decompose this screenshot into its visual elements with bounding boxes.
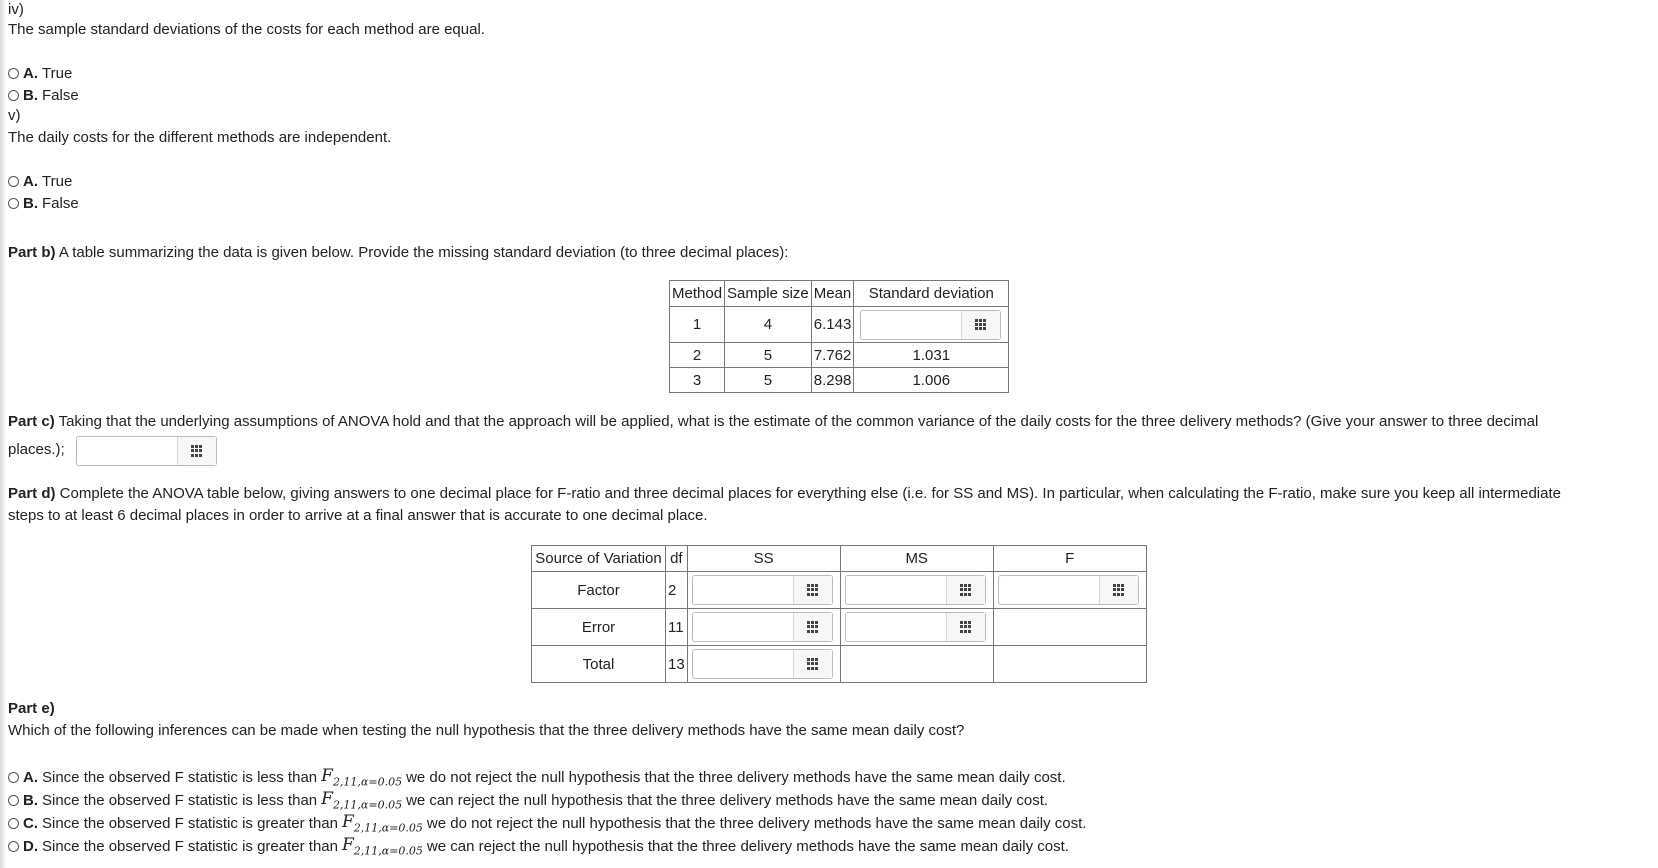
f-critical-value: $F_{2,11,\alpha=0.05}$ [341, 834, 423, 858]
f-critical-value: $F_{2,11,\alpha=0.05}$ [321, 765, 403, 789]
cell-sample-size: 4 [725, 307, 812, 343]
cell-sample-size: 5 [725, 343, 812, 368]
table-row [532, 646, 1147, 683]
table-row [532, 572, 1147, 609]
q4-option-b[interactable] [8, 84, 79, 106]
keypad-button[interactable] [961, 311, 1000, 339]
table-row [670, 343, 1009, 368]
keypad-grid-icon [960, 584, 972, 596]
common-variance-input[interactable] [77, 438, 177, 464]
keypad-grid-icon [960, 621, 972, 633]
keypad-button[interactable] [793, 613, 832, 641]
cell-source: Total [532, 646, 666, 683]
part-b-label: Part b) [8, 244, 56, 261]
option-text-before: Since the observed F statistic is greater than [42, 814, 338, 832]
option-letter: B. [23, 86, 38, 104]
cell-sample-size: 5 [725, 368, 812, 393]
option-text-before: Since the observed F statistic is greater than [42, 837, 338, 855]
keypad-grid-icon [807, 621, 819, 633]
header-ms: MS [840, 546, 993, 572]
header-standard-deviation: Standard deviation [854, 281, 1009, 307]
option-text-after: we can reject the null hypothesis that the three delivery methods have the same mean daily cost. [426, 837, 1069, 855]
ms-error-input[interactable] [846, 614, 946, 640]
common-variance-field[interactable] [76, 436, 217, 466]
cell-method: 2 [670, 343, 725, 368]
keypad-button[interactable] [946, 613, 985, 641]
q5-statement: The daily costs for the different methods are independent. [8, 129, 392, 146]
cell-mean: 8.298 [811, 368, 854, 393]
ss-factor-field[interactable] [692, 575, 833, 605]
header-f: F [993, 546, 1146, 572]
keypad-button[interactable] [946, 576, 985, 604]
summary-table [669, 280, 1009, 393]
left-edge-shadow [0, 0, 6, 868]
option-letter: D. [23, 837, 38, 855]
ss-total-field[interactable] [692, 649, 833, 679]
part-c-prompt [8, 412, 1538, 432]
header-ss: SS [687, 546, 840, 572]
cell-method: 3 [670, 368, 725, 393]
option-text: False [42, 86, 79, 104]
part-d-text: Complete the ANOVA table below, giving answers to one decimal place for F-ratio and three decimal places for everything else (i.e. for SS and MS). In particular, when calculating the F-ratio, make sure you keep all intermediate [55, 485, 1561, 502]
keypad-grid-icon [191, 445, 203, 457]
cell-f [993, 572, 1146, 609]
cell-source: Factor [532, 572, 666, 609]
keypad-grid-icon [807, 584, 819, 596]
header-source: Source of Variation [532, 546, 666, 572]
cell-df: 2 [666, 572, 688, 609]
cell-ss [687, 646, 840, 683]
table-row [532, 609, 1147, 646]
keypad-button[interactable] [793, 576, 832, 604]
q4-label: iv) [8, 1, 24, 18]
keypad-grid-icon [1113, 584, 1125, 596]
part-b-text: A table summarizing the data is given below. Provide the missing standard deviation (to three decimal places): [55, 244, 789, 261]
q4-option-a[interactable] [8, 62, 72, 84]
sd-answer-field[interactable] [860, 310, 1001, 340]
f-critical-value: $F_{2,11,\alpha=0.05}$ [341, 811, 423, 835]
header-df: df [666, 546, 688, 572]
cell-mean: 7.762 [811, 343, 854, 368]
cell-ms [840, 572, 993, 609]
option-text-before: Since the observed F statistic is less than [42, 791, 318, 809]
part-b-prompt [8, 243, 788, 263]
option-text-after: we do not reject the null hypothesis that the three delivery methods have the same mean daily cost. [426, 814, 1087, 832]
option-letter: A. [23, 64, 38, 82]
ms-factor-field[interactable] [845, 575, 986, 605]
part-e-option-b[interactable] [8, 789, 1048, 811]
option-letter: B. [23, 194, 38, 212]
part-d-prompt [8, 484, 1561, 504]
q5-label: v) [8, 107, 21, 124]
option-text-before: Since the observed F statistic is less than [42, 768, 318, 786]
cell-f-empty [993, 646, 1146, 683]
header-sample-size: Sample size [725, 281, 812, 307]
cell-sd: 1.031 [854, 343, 1009, 368]
part-e-question: Which of the following inferences can be made when testing the null hypothesis that the three delivery methods have the same mean daily cost? [8, 722, 965, 739]
keypad-button[interactable] [177, 437, 216, 465]
ms-factor-input[interactable] [846, 577, 946, 603]
radio-circle-icon[interactable] [8, 198, 19, 209]
table-row [670, 307, 1009, 343]
part-e-option-a[interactable] [8, 766, 1066, 788]
option-text: False [42, 194, 79, 212]
table-row [670, 368, 1009, 393]
sd-answer-input[interactable] [861, 312, 961, 338]
option-letter: A. [23, 172, 38, 190]
part-d-label: Part d) [8, 485, 56, 502]
f-critical-value: $F_{2,11,\alpha=0.05}$ [321, 788, 403, 812]
cell-df: 11 [666, 609, 688, 646]
q4-statement: The sample standard deviations of the costs for each method are equal. [8, 21, 485, 38]
anova-table [531, 545, 1147, 683]
radio-circle-icon[interactable] [8, 772, 19, 783]
radio-circle-icon[interactable] [8, 795, 19, 806]
part-e-label: Part e) [8, 700, 55, 717]
cell-sd: 1.006 [854, 368, 1009, 393]
option-text: True [42, 64, 73, 82]
keypad-grid-icon [807, 658, 819, 670]
cell-sd-input [854, 307, 1009, 343]
ss-total-input[interactable] [693, 651, 793, 677]
cell-f-empty [993, 609, 1146, 646]
part-d-text-line2: steps to at least 6 decimal places in order to arrive at a final answer that is accurate to one decimal place. [8, 507, 708, 524]
f-ratio-input[interactable] [999, 577, 1099, 603]
f-ratio-field[interactable] [998, 575, 1139, 605]
keypad-button[interactable] [793, 650, 832, 678]
option-letter: B. [23, 791, 38, 809]
ss-error-input[interactable] [693, 614, 793, 640]
radio-circle-icon[interactable] [8, 90, 19, 101]
cell-method: 1 [670, 307, 725, 343]
part-c-text-line2: places.); [8, 441, 65, 458]
cell-ms-empty [840, 646, 993, 683]
option-text: True [42, 172, 73, 190]
cell-ms [840, 609, 993, 646]
radio-circle-icon[interactable] [8, 841, 19, 852]
part-c-text: Taking that the underlying assumptions of ANOVA hold and that the approach will be applied, what is the estimate of the common variance of the daily costs for the three delivery methods? (Give your answer to three decimal [54, 413, 1539, 430]
keypad-grid-icon [975, 319, 987, 331]
option-text-after: we do not reject the null hypothesis that the three delivery methods have the same mean daily cost. [406, 768, 1066, 786]
radio-circle-icon[interactable] [8, 176, 19, 187]
option-letter: A. [23, 768, 38, 786]
ss-factor-input[interactable] [693, 577, 793, 603]
cell-ss [687, 609, 840, 646]
cell-source: Error [532, 609, 666, 646]
cell-ss [687, 572, 840, 609]
part-e-option-d[interactable] [8, 835, 1069, 857]
q5-option-b[interactable] [8, 192, 79, 214]
header-mean: Mean [811, 281, 854, 307]
ms-error-field[interactable] [845, 612, 986, 642]
radio-circle-icon[interactable] [8, 68, 19, 79]
keypad-button[interactable] [1099, 576, 1138, 604]
cell-df: 13 [666, 646, 688, 683]
part-c-label: Part c) [8, 413, 55, 430]
header-method: Method [670, 281, 725, 307]
ss-error-field[interactable] [692, 612, 833, 642]
q5-option-a[interactable] [8, 170, 72, 192]
part-e-option-c[interactable] [8, 812, 1086, 834]
option-letter: C. [23, 814, 38, 832]
radio-circle-icon[interactable] [8, 818, 19, 829]
cell-mean: 6.143 [811, 307, 854, 343]
option-text-after: we can reject the null hypothesis that the three delivery methods have the same mean daily cost. [406, 791, 1049, 809]
